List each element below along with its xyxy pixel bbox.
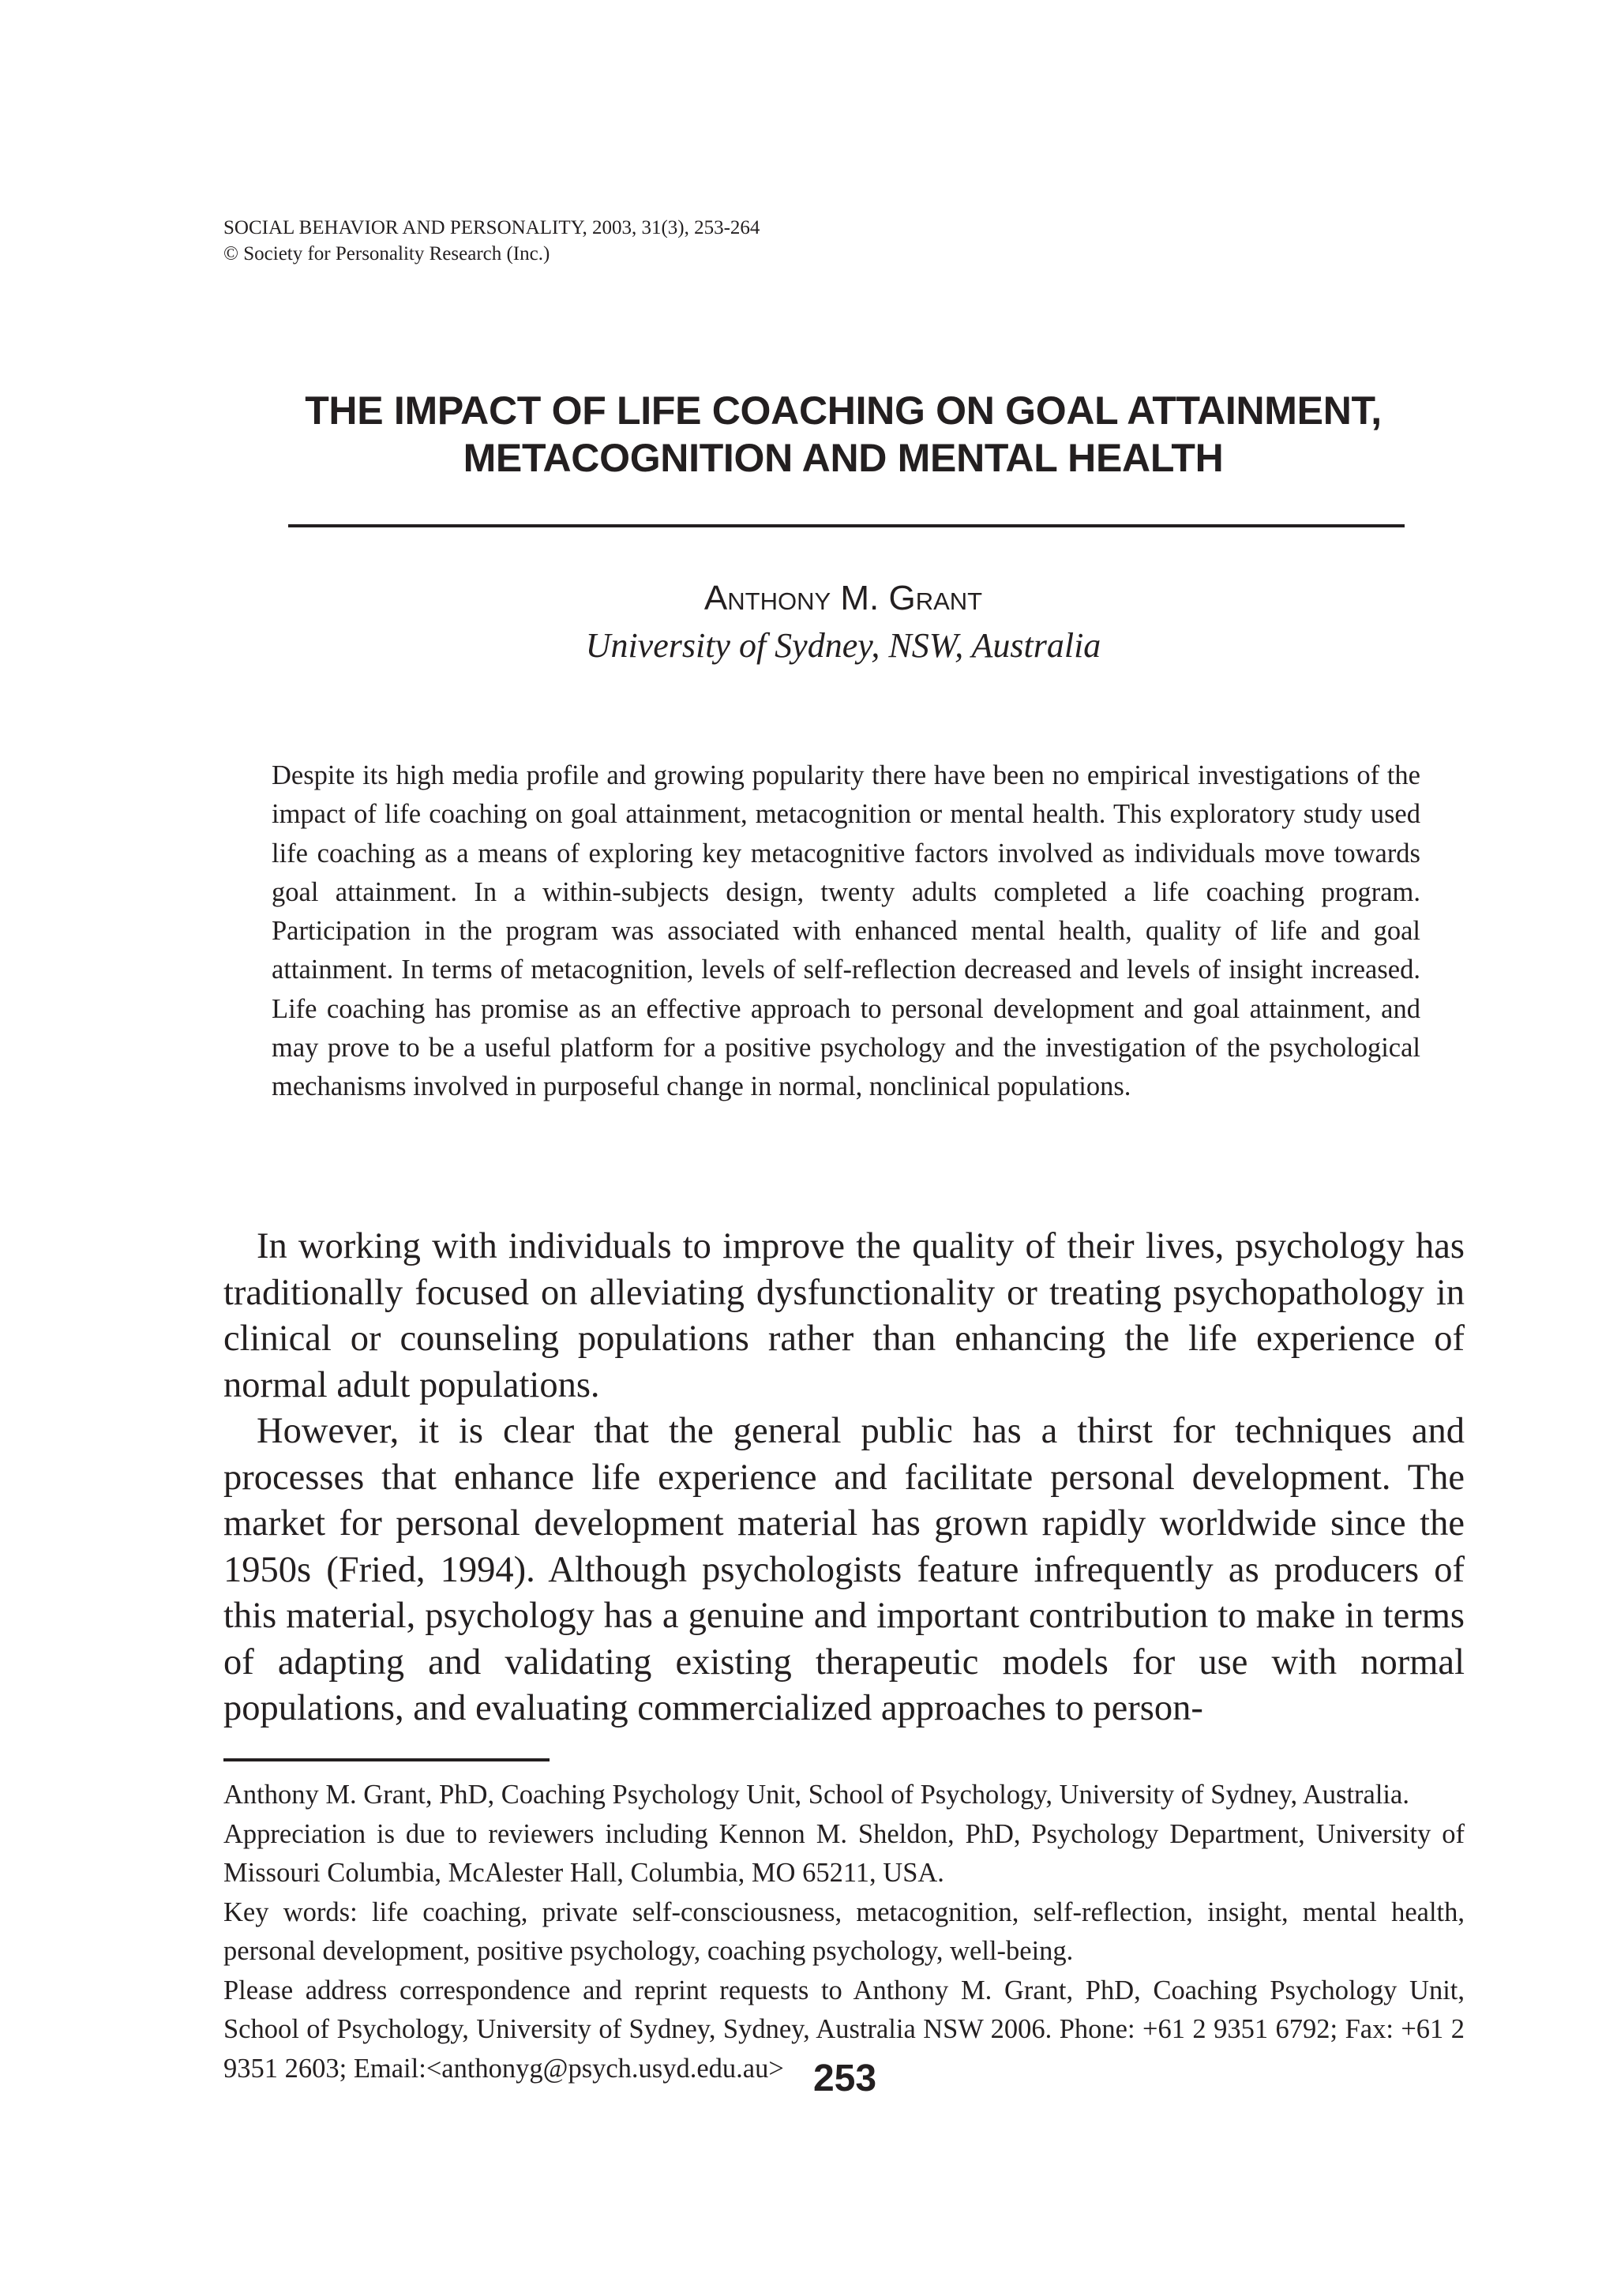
footnote-correspondence: Please address correspondence and reprint requests to Anthony M. Grant, PhD, Coaching Psychology Unit, School of Psychology, University of Sydney, Sydney, Australia NSW 2006. Phone: +61 2 9351 6792; Fax: +61 2 9351 2603; Email:<anthonyg@psych.usyd.edu.au> xyxy=(223,1975,1465,2084)
journal-citation: SOCIAL BEHAVIOR AND PERSONALITY, 2003, 31(3), 253-264 xyxy=(223,217,760,238)
title-divider xyxy=(288,524,1405,527)
author-name: Anthony M. Grant xyxy=(703,579,983,617)
author-affiliation: University of Sydney, NSW, Australia xyxy=(585,626,1101,665)
abstract: Despite its high media profile and growing popularity there have been no empirical investigations of the impact of life coaching on goal attainment, metacognition or mental health. This exploratory study used life coaching as a means of exploring key metacognitive factors involved as individuals move towards goal attainment. In a within-subjects design, twenty adults completed a life coaching program. Participation in the program was associated with enhanced mental health, quality of life and goal attainment. In terms of metacognition, levels of self-reflection decreased and levels of insight increased. Life coaching has promise as an effective approach to personal development and goal attainment, and may prove to be a useful platform for a positive psychology and the investigation of the psychological mechanisms involved in purposeful change in normal, nonclinical populations. xyxy=(272,760,1420,1102)
body-paragraph: However, it is clear that the general public has a thirst for techniques and processes that enhance life experience and facilitate personal development. The market for personal development material has grown rapidly worldwide since the 1950s (Fried, 1994). Although psychologists feature infrequently as producers of this material, psychology has a genuine and important contribution to make in terms of adapting and validating existing therapeutic models for use with normal populations, and evaluating commercialized approaches to person- xyxy=(223,1411,1465,1728)
copyright-notice: © Society for Personality Research (Inc.) xyxy=(223,243,550,264)
journal-header xyxy=(223,215,760,267)
page-number: 253 xyxy=(812,2058,877,2099)
article-title xyxy=(158,387,1529,482)
footnote-author-note: Anthony M. Grant, PhD, Coaching Psychology Unit, School of Psychology, University of Sydney, Australia. xyxy=(223,1780,1409,1810)
footnotes xyxy=(223,1776,1465,2088)
footnote-keywords: Key words: life coaching, private self-consciousness, metacognition, self-reflection, insight, mental health, personal development, positive psychology, coaching psychology, well-being. xyxy=(223,1896,1465,1966)
body-text xyxy=(223,1224,1465,1732)
footnote-appreciation: Appreciation is due to reviewers including Kennon M. Sheldon, PhD, Psychology Department, University of Missouri Columbia, McAlester Hall, Columbia, MO 65211, USA. xyxy=(223,1818,1465,1888)
footnote-divider xyxy=(223,1758,550,1761)
title-line-1: THE IMPACT OF LIFE COACHING ON GOAL ATTAINMENT, xyxy=(305,388,1382,433)
title-line-2: METACOGNITION AND MENTAL HEALTH xyxy=(463,436,1224,480)
body-paragraph: In working with individuals to improve the quality of their lives, psychology has traditionally focused on alleviating dysfunctionality or treating psychopathology in clinical or counseling populations rather than enhancing the life experience of normal adult populations. xyxy=(223,1226,1465,1405)
